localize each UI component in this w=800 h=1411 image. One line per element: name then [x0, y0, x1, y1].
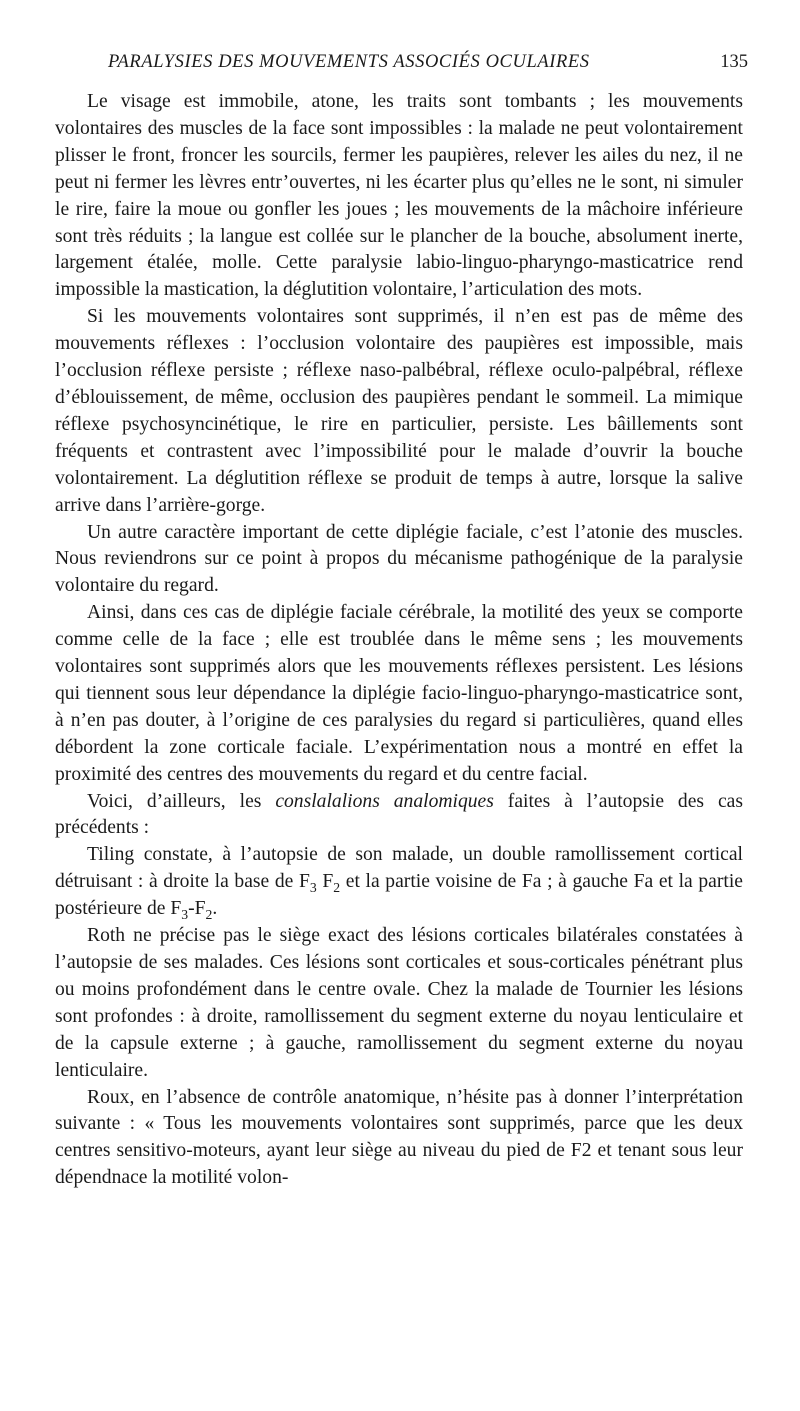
- subscript: 2: [205, 907, 213, 923]
- text-run: -F: [188, 898, 206, 920]
- page-header: [108, 52, 748, 76]
- subscript: 2: [333, 880, 341, 896]
- text-run: .: [212, 898, 218, 920]
- paragraph: Un autre caractère important de cette diplégie faciale, c’est l’atonie des muscles. Nous reviendrons sur ce point à propos du mécanisme pathogénique de la paralysie volontaire du regard.: [55, 521, 743, 597]
- page-number: 135: [720, 52, 748, 72]
- paragraph: [55, 842, 743, 923]
- text-run: F: [316, 871, 334, 893]
- text-run: faites à l’autopsie des cas précédents :: [55, 790, 743, 839]
- subscript: 3: [309, 880, 317, 896]
- emphasis-text: conslalalions analomiques: [275, 790, 494, 812]
- subscript: 3: [181, 907, 189, 923]
- paragraph: Roth ne précise pas le siège exact des lésions corticales bilatérales constatées à l’autopsie de ses malades. Ces lésions sont corticales et sous-corticales pénétrant plus ou moins profondément dans le centre ovale. Chez la malade de Tournier les lésions sont profondes : à droite, ramollissement du segment externe du noyau lenticulaire et de la capsule externe ; à gauche, ramollissement du segment externe du noyau lenticulaire.: [55, 925, 743, 1081]
- paragraph: Roux, en l’absence de contrôle anatomique, n’hésite pas à donner l’interprétation suivante : « Tous les mouvements volontaires sont supprimés, parce que les deux centres sensitivo-moteurs, ayant leur siège au niveau du pied de F2 et tenant sous leur dépendnace la motilité volon-: [55, 1086, 743, 1189]
- text-run: Tiling constate, à l’autopsie de son malade, un double ramollissement cortical détruisant : à droite la base de F: [55, 844, 743, 893]
- text-run: Voici, d’ailleurs, les: [87, 790, 276, 812]
- running-head: PARALYSIES DES MOUVEMENTS ASSOCIÉS OCULAIRES: [108, 52, 590, 72]
- paragraph: [55, 789, 743, 843]
- paragraph: Ainsi, dans ces cas de diplégie faciale cérébrale, la motilité des yeux se comporte comme celle de la face ; elle est troublée dans le même sens ; les mouvements volontaires sont supprimés alors que les mouvements réflexes persistent. Les lésions qui tiennent sous leur dépendance la diplégie facio-linguo-pharyngo-masticatrice sont, à n’en pas douter, à l’origine de ces paralysies du regard si particulières, quand elles débordent la zone corticale faciale. L’expérimentation nous a montré en effet la proximité des centres des mouvements du regard et du centre facial.: [55, 602, 743, 785]
- body-text: [55, 89, 743, 1192]
- text-run: et la partie voisine de Fa ; à gauche Fa et la partie postérieure de F: [55, 871, 743, 920]
- paragraph: Si les mouvements volontaires sont supprimés, il n’en est pas de même des mouvements réflexes : l’occlusion volontaire des paupières est impossible, mais l’occlusion réflexe persiste ; réflexe naso-palbébral, réflexe oculo-palpébral, réflexe d’éblouissement, de même, occlusion des paupières pendant le sommeil. La mimique réflexe psychosyncinétique, le rire en particulier, persiste. Les bâillements sont fréquents et contrastent avec l’impossibilité pour le malade d’ouvrir la bouche volontairement. La déglutition réflexe se produit de temps à autre, lorsque la salive arrive dans l’arrière-gorge.: [55, 306, 743, 516]
- paragraph: Le visage est immobile, atone, les traits sont tombants ; les mouvements volontaires des muscles de la face sont impossibles : la malade ne peut volontairement plisser le front, froncer les sourcils, fermer les paupières, relever les ailes du nez, il ne peut ni fermer les lèvres entr’ouvertes, ni les écarter plus qu’elles ne le sont, ni simuler le rire, faire la moue ou gonfler les joues ; les mouvements de la mâchoire inférieure sont très réduits ; la langue est collée sur le plancher de la bouche, absolument inerte, largement étalée, molle. Cette paralysie labio-linguo-pharyngo-masticatrice rend impossible la mastication, la déglutition volontaire, l’articulation des mots.: [55, 91, 743, 301]
